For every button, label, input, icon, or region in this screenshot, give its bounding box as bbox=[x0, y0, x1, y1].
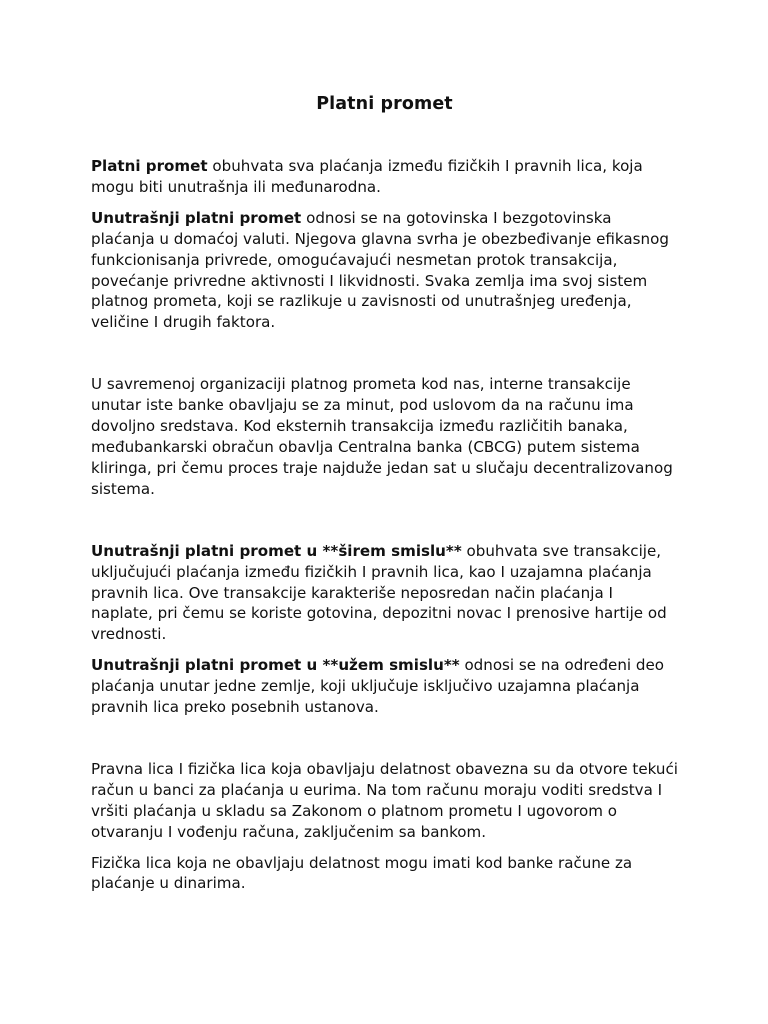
paragraph-text: U savremenoj organizaciji platnog prometa kod nas, interne transakcije unutar iste banke obavljaju se za minut, pod uslovom da na računu ima dovoljno sredstava. Kod eksternih transakcija između različitih banaka, međubankarski obračun obavlja Centralna banka (CBCG) putem sistema kliringa, pri čemu proces traje najduže jedan sat u slučaju decentralizovanog sistema. bbox=[91, 375, 673, 498]
paragraph-lead: Unutrašnji platni promet u **užem smislu** bbox=[91, 656, 460, 675]
paragraph-lead: Unutrašnji platni promet u **širem smislu** bbox=[91, 541, 462, 560]
paragraph-unutrasnji-platni-promet bbox=[91, 208, 678, 333]
paragraph-text: obuhvata sve transakcije, uključujući plaćanja između fizičkih I pravnih lica, kao I uzajamna plaćanja pravnih lica. Ove transakcije karakteriše neposredan način plaćanja I naplate, pri čemu se koriste gotovina, depozitni novac I prenosive hartije od vrednosti. bbox=[91, 541, 667, 644]
paragraph-text: Pravna lica I fizička lica koja obavljaju delatnost obavezna su da otvore tekući račun u banci za plaćanja u eurima. Na tom računu moraju voditi sredstva I vršiti plaćanja u skladu sa Zakonom o platnom prometu I ugovorom o otvaranju I vođenju računa, zaključenim sa bankom. bbox=[91, 759, 678, 841]
paragraph-savremena-organizacija bbox=[91, 374, 678, 499]
paragraph-text: Fizička lica koja ne obavljaju delatnost mogu imati kod banke račune za plaćanje u dinarima. bbox=[91, 853, 633, 893]
paragraph-pravna-lica bbox=[91, 759, 678, 843]
paragraph-uzi-smisao bbox=[91, 655, 678, 718]
paragraph-platni-promet bbox=[91, 156, 678, 198]
paragraph-fizicka-lica bbox=[91, 853, 678, 895]
paragraph-text: odnosi se na gotovinska I bezgotovinska plaćanja u domaćoj valuti. Njegova glavna svrha je obezbeđivanje efikasnog funkcionisanja privrede, omogućavajući nesmetan protok transakcija, povećanje privredne aktivnosti I likvidnosti. Svaka zemlja ima svoj sistem platnog prometa, koji se razlikuje u zavisnosti od unutrašnjeg uređenja, veličine I drugih faktora. bbox=[91, 208, 669, 332]
paragraph-text: obuhvata sva plaćanja između fizičkih I pravnih lica, koja mogu biti unutrašnja ili međunarodna. bbox=[91, 157, 643, 196]
paragraph-lead: Unutrašnji platni promet bbox=[91, 208, 302, 227]
paragraph-siri-smisao bbox=[91, 541, 678, 646]
document-title: Platni promet bbox=[316, 94, 453, 114]
paragraph-text: odnosi se na određeni deo plaćanja unutar jedne zemlje, koji uključuje isključivo uzajamna plaćanja pravnih lica preko posebnih ustanova. bbox=[91, 656, 664, 717]
paragraph-lead: Platni promet bbox=[91, 157, 208, 175]
